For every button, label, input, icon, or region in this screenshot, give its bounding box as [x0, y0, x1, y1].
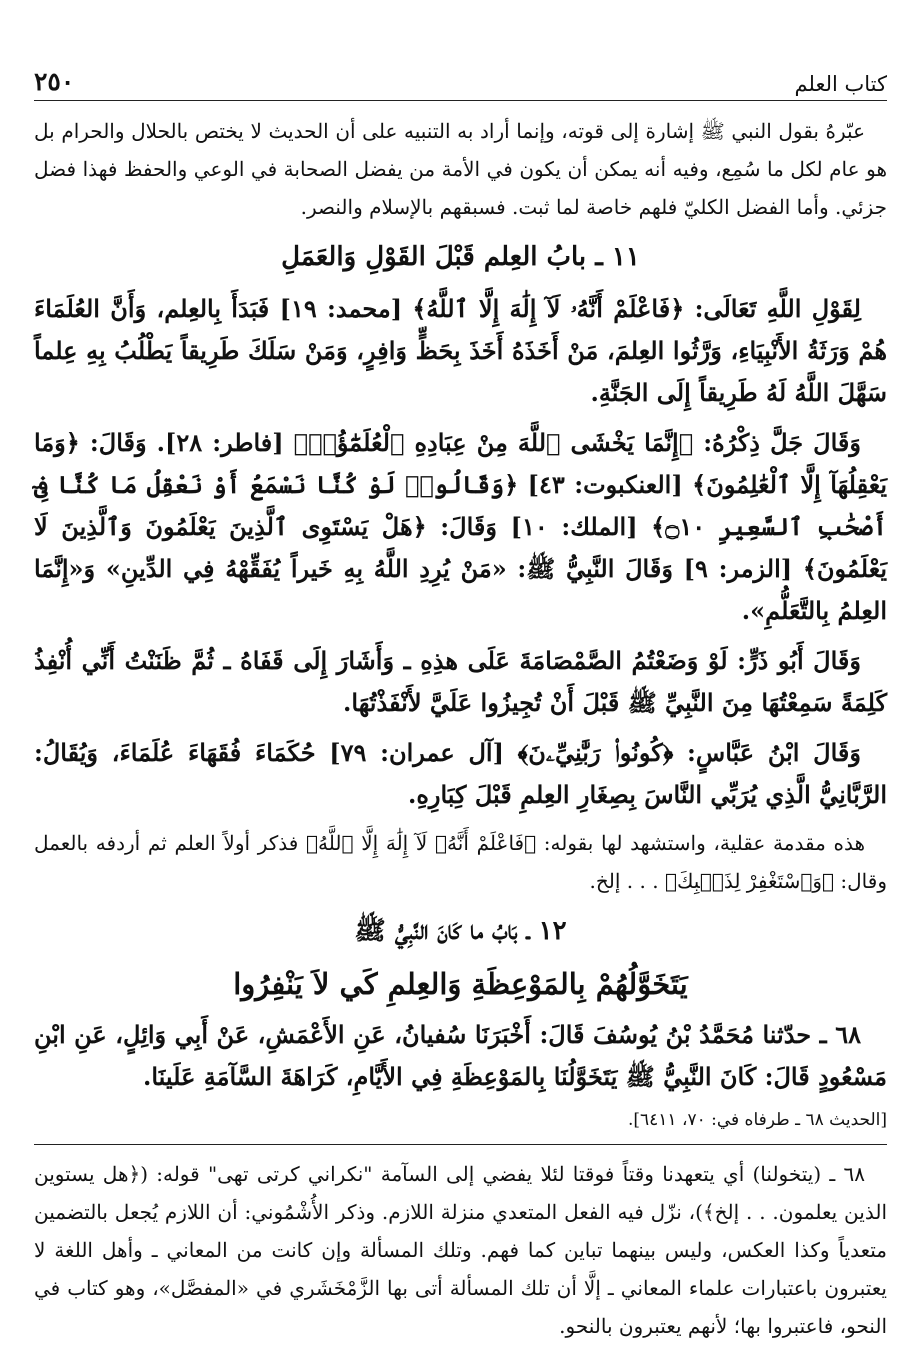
chapter-12-title-line-1: ١٢ ـ بَابُ ما كَانَ النَّبِيُّ ﷺ: [354, 916, 567, 946]
commentary-divider: [34, 1144, 887, 1145]
page-body: [34, 112, 887, 1345]
intro-paragraph: عبّرهُ بقول النبي ﷺ إشارة إلى قوته، وإنما أراد به التنبيه على أن الحديث لا يختص بالحلال والحرام بل هو عام لكل ما سُمِع، وفيه أنه يمكن أن يكون في الأمة من يفضل الصحابة في الوعي والحفظ فهذا فضل جزئي. وأما الفضل الكليّ فلهم خاصة لما ثبت. فسبقهم بالإسلام والنصر.: [34, 119, 887, 219]
header-rule: [34, 100, 887, 101]
hadith-68: ٦٨ ـ حدّثنا مُحَمَّدُ بْنُ يُوسُفَ قَالَ: أَخْبَرَنَا سُفيانُ، عَنِ الأَعْمَشِ، عَنْ أَبِي وَائِلٍ، عَنِ ابْنِ مَسْعُودٍ قَالَ: كَانَ النَّبِيُّ ﷺ يَتَخَوَّلُنَا بِالمَوْعِظَةِ فِي الأَيَّامِ، كَرَاهَةَ السَّآمَةِ عَلَينَا.: [34, 1020, 887, 1091]
hadith-reference: [الحديث ٦٨ ـ طرفاه في: ٧٠، ٦٤١١].: [627, 1110, 887, 1130]
page-header: [34, 52, 887, 96]
chapter-11-paragraph-1: لِقَوْلِ اللَّهِ تَعَالَى: ﴿فَاعْلَمْ أَنَّهُۥ لَآ إِلَٰهَ إِلَّا ٱللَّهُ﴾ [محمد: ١٩] فَبَدَأَ بِالعِلم، وَأَنَّ العُلَمَاءَ هُمْ وَرَثَةُ الأَنْبِيَاءِ، وَرَّثُوا العِلمَ، مَنْ أَخَذَهُ أَخَذَ بِحَظٍّ وَافِرٍ، وَمَنْ سَلَكَ طَرِيقاً يَطْلُبُ بِهِ عِلماً سَهَّلَ اللَّهُ لَهُ طَرِيقاً إِلَى الجَنَّةِ.: [34, 294, 887, 407]
page-number: ٢٥٠: [34, 67, 75, 96]
chapter-11-paragraph-4: وَقَالَ ابْنُ عَبَّاسٍ: ﴿كُونُوا۟ رَبَّٰنِيِّۦنَ﴾ [آل عمران: ٧٩] حُكَمَاءَ فُقَهَاءَ عُلَمَاءَ، وَيُقَالُ: الرَّبَّانِيُّ الَّذِي يُرَبِّي النَّاسَ بِصِغَارِ العِلمِ قَبْلَ كِبَارِهِ.: [34, 738, 887, 809]
chapter-11-note: هذه مقدمة عقلية، واستشهد لها بقوله: ﴿فَاعْلَمْ أَنَّهُۥ لَآ إِلَٰهَ إِلَّا ٱللَّهُ﴾ فذكر أولاً العلم ثم أردفه بالعمل وقال: ﴿وَٱسْتَغْفِرْ لِذَنۢبِكَ﴾ . . . إلخ.: [34, 831, 887, 893]
book-title: كتاب العلم: [794, 72, 887, 96]
chapter-12-title-line-2: يَتَخَوَّلُهُمْ بِالمَوْعِظَةِ وَالعِلمِ كَي لاَ يَنْفِرُوا: [233, 967, 688, 1001]
chapter-11-title: ١١ ـ بابُ العِلم قَبْلَ القَوْلِ وَالعَمَلِ: [281, 242, 640, 272]
hadith-68-commentary: ٦٨ ـ (يتخولنا) أي يتعهدنا وقتاً فوقتا لئلا يفضي إلى السآمة "نكراني كرتى تهى" قوله: (﴿هل يستوين الذين يعلمون. . . إلخ﴾)، نزّل فيه الفعل المتعدي منزلة اللازم. وذكر الأُشْمُوني: أن اللازم يُجعل بالتضمين متعدياً وكذا العكس، وليس بينهما تباين كما فهم. وتلك المسألة وإن كانت من المعاني ـ وأهل اللغة لا يعتبرون باعتبارات علماء المعاني ـ إلَّا أن تلك المسألة أتى بها الزَّمْخَشَري في «المفصَّل»، وهو كتاب في النحو، فاعتبروا بها؛ لأنهم يعتبرون بالنحو.: [34, 1162, 887, 1338]
chapter-11-paragraph-2: وَقَالَ جَلَّ ذِكْرُهُ: ﴿إِنَّمَا يَخْشَى ٱللَّهَ مِنْ عِبَادِهِ ٱلْعُلَمَٰٓؤُا۟﴾ [فاطر: ٢٨]. وَقَالَ: ﴿وَمَا يَعْقِلُهَآ إِلَّا ٱلْعَٰلِمُونَ﴾ [العنكبوت: ٤٣] ﴿وَقَالُوا۟ لَوْ كُنَّا نَسْمَعُ أَوْ نَعْقِلُ مَا كُنَّا فِىٓ أَصْحَٰبِ ٱلسَّعِيرِ ۝١٠﴾ [الملك: ١٠] وَقَالَ: ﴿هَلْ يَسْتَوِى ٱلَّذِينَ يَعْلَمُونَ وَٱلَّذِينَ لَا يَعْلَمُونَ﴾ [الزمر: ٩] وَقَالَ النَّبِيُّ ﷺ: «مَنْ يُرِدِ اللَّهُ بِهِ خَيراً يُفَقِّهْهُ فِي الدِّينِ» وَ«إِنَّمَا العِلمُ بِالتَّعَلُّمِ».: [34, 428, 888, 625]
chapter-11-paragraph-3: وَقَالَ أَبُو ذَرٍّ: لَوْ وَضَعْتُمُ الصَّمْصَامَةَ عَلَى هذِهِ ـ وَأَشَارَ إِلَى قَفَاهُ ـ ثُمَّ ظَنَنْتُ أَنِّي أُنْفِذُ كَلِمَةً سَمِعْتُهَا مِنَ النَّبِيِّ ﷺ قَبْلَ أَنْ تُجِيزُوا عَلَيَّ لأَنْفَذْتُهَا.: [34, 646, 887, 717]
